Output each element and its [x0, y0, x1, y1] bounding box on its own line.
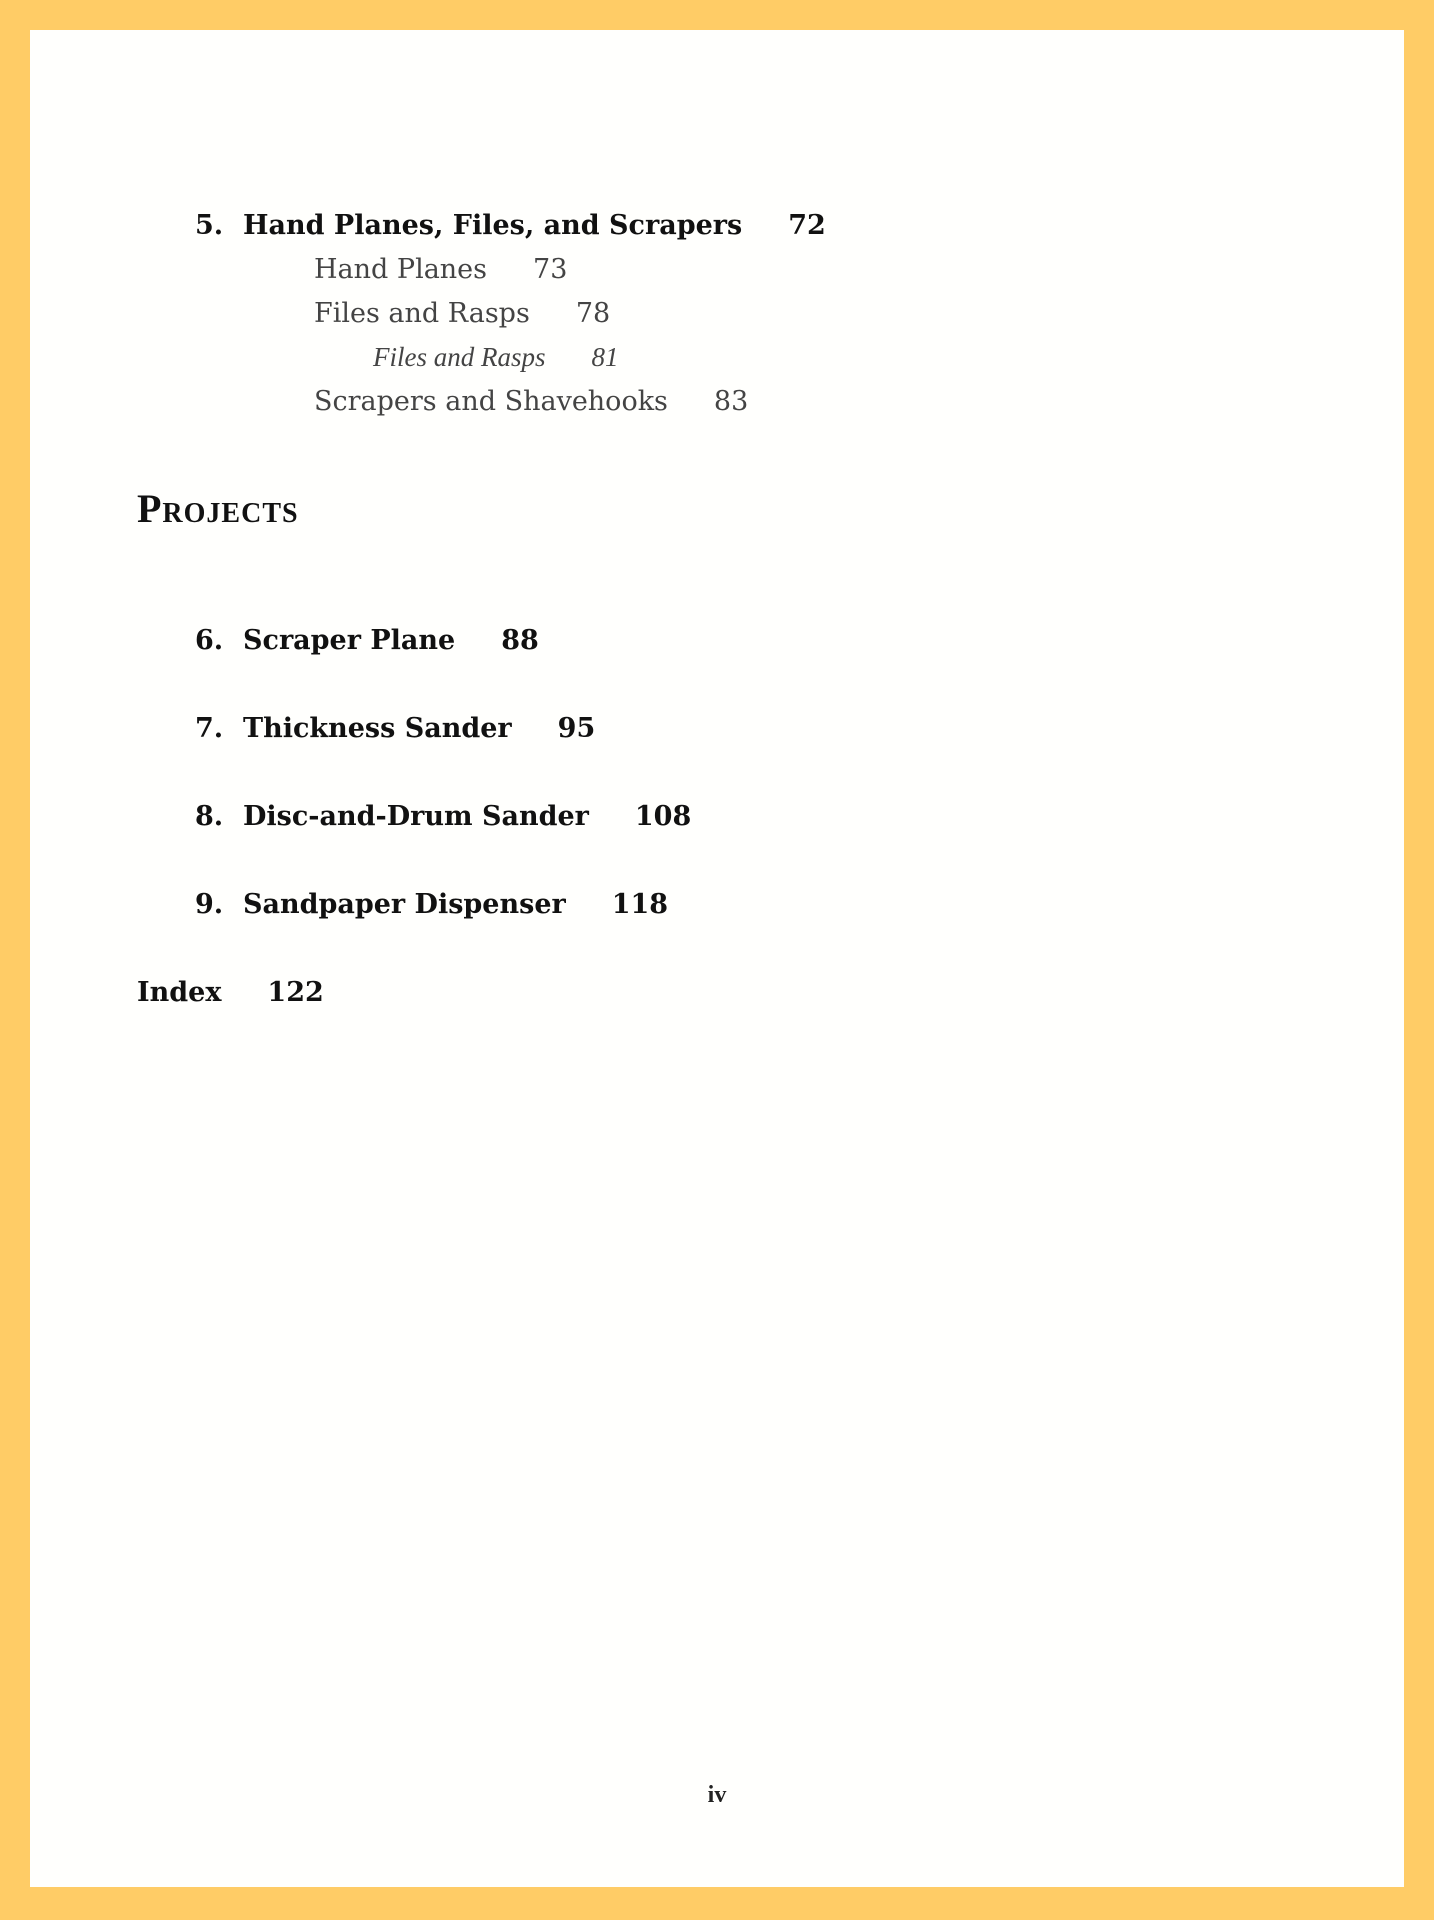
subentry-title: Hand Planes: [314, 254, 488, 285]
chapter-number: 6.: [195, 625, 224, 656]
page-number: 122: [267, 977, 324, 1008]
toc-entry-chapter-9: [195, 889, 668, 920]
page-number: 73: [533, 254, 568, 285]
toc-entry-chapter-7: [195, 713, 595, 744]
toc-subentry-scrapers: [314, 386, 748, 417]
chapter-title: Disc-and-Drum Sander: [243, 801, 589, 832]
chapter-title: Sandpaper Dispenser: [243, 889, 566, 920]
toc-entry-chapter-8: [195, 801, 691, 832]
toc-entry-chapter-5: [195, 210, 826, 241]
page-folio: iv: [707, 1782, 727, 1808]
toc-subentry-hand-planes: [314, 254, 567, 285]
chapter-title: Scraper Plane: [243, 625, 456, 656]
page-number: 95: [557, 713, 596, 744]
book-page: [30, 30, 1404, 1887]
chapter-number: 8.: [195, 801, 224, 832]
index-title: Index: [137, 977, 222, 1008]
section-heading-projects: Projects: [137, 486, 299, 531]
subentry-title: Scrapers and Shavehooks: [314, 386, 668, 417]
chapter-number: 7.: [195, 713, 224, 744]
chapter-title: Hand Planes, Files, and Scrapers: [243, 210, 743, 241]
toc-entry-chapter-6: [195, 625, 539, 656]
subentry-title: Files and Rasps: [314, 298, 530, 329]
chapter-number: 5.: [195, 210, 224, 241]
page-number: 78: [575, 298, 611, 329]
chapter-number: 9.: [195, 889, 224, 920]
subsubentry-title: Files and Rasps: [373, 342, 546, 372]
page-number: 108: [634, 801, 692, 832]
toc-entry-index: [137, 977, 324, 1008]
page-number: 83: [713, 386, 749, 417]
page-number: 81: [591, 342, 619, 372]
page-number: 88: [501, 625, 539, 656]
page-number: 72: [788, 210, 826, 241]
chapter-title: Thickness Sander: [243, 713, 512, 744]
page-number: 118: [611, 889, 669, 920]
toc-subsubentry-files-rasps: [373, 342, 619, 373]
toc-subentry-files-rasps: [314, 298, 610, 329]
